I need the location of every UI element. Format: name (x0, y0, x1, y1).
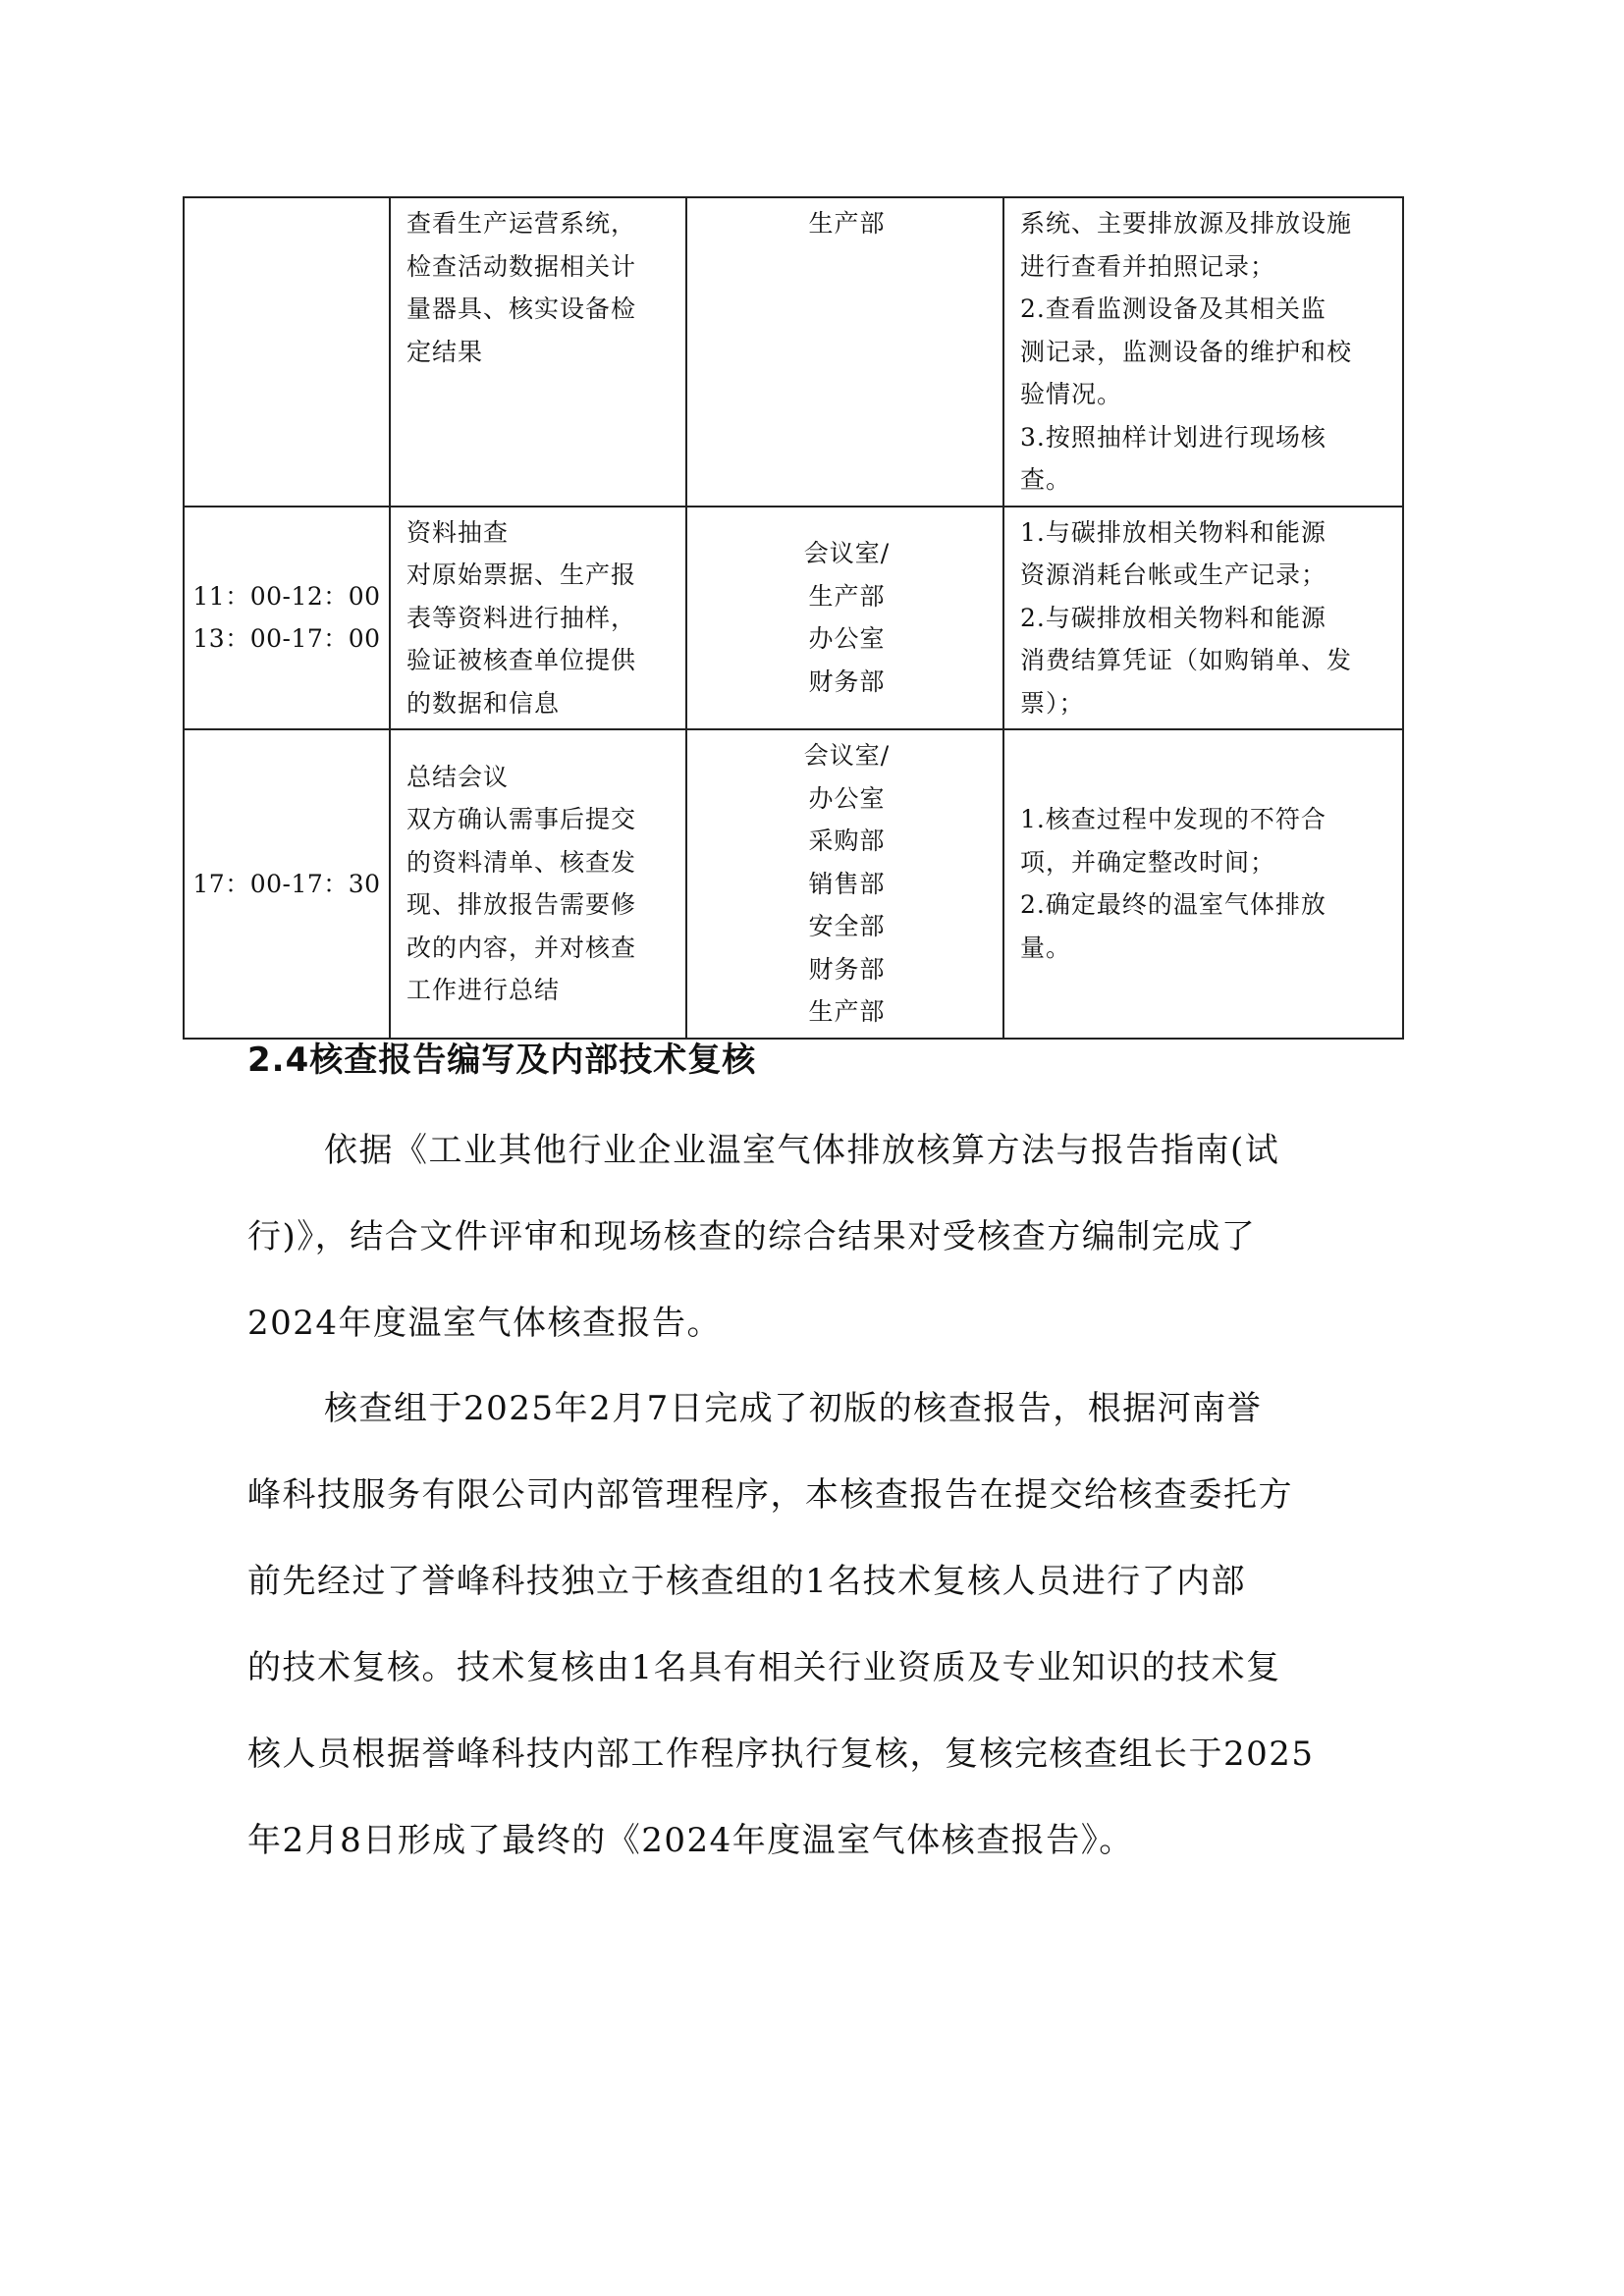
cell-line: 对原始票据、生产报 (406, 561, 637, 589)
department-cell (686, 507, 1003, 730)
cell-line: 工作进行总结 (406, 976, 561, 1005)
cell-line: 表等资料进行抽样， (406, 603, 637, 632)
cell-line: 2.查看监测设备及其相关监 (1020, 294, 1326, 323)
cell-line: 销售部 (808, 869, 886, 898)
cell-line: 的资料清单、核查发 (406, 847, 637, 877)
content-cell (1003, 197, 1403, 507)
time-cell (184, 507, 390, 730)
cell-line: 查看生产运营系统， (406, 209, 637, 238)
cell-line: 票）； (1020, 688, 1085, 718)
cell-line: 项，并确定整改时间； (1020, 847, 1276, 877)
cell-line: 资料抽查 (406, 517, 510, 547)
department-cell (686, 729, 1003, 1039)
cell-line: 1.核查过程中发现的不符合 (1020, 805, 1326, 834)
cell-line: 验情况。 (1020, 380, 1123, 408)
cell-line: 检查活动数据相关计 (406, 251, 637, 281)
paragraph-line: 前先经过了誉峰科技独立于核查组的1名技术复核人员进行了内部 (247, 1562, 1247, 1601)
table-row (184, 507, 1403, 730)
cell-line: 会议室/ (803, 539, 891, 568)
cell-line: 会议室/ (803, 741, 891, 770)
cell-line: 2.与碳排放相关物料和能源 (1020, 603, 1326, 632)
cell-line: 办公室 (808, 624, 886, 654)
cell-line: 采购部 (808, 827, 886, 855)
cell-line: 量器具、核实设备检 (406, 294, 637, 323)
section-heading: 2.4核查报告编写及内部技术复核 (247, 1041, 757, 1080)
cell-line: 量。 (1020, 933, 1072, 962)
body-paragraph (247, 1107, 1386, 1366)
cell-line: 财务部 (808, 667, 886, 696)
cell-line: 定结果 (406, 337, 484, 366)
time-cell (184, 197, 390, 507)
activity-cell (390, 729, 686, 1039)
cell-line: 测记录，监测设备的维护和校 (1020, 337, 1353, 366)
cell-line: 生产部 (808, 581, 886, 611)
cell-line: 总结会议 (406, 762, 510, 791)
cell-line: 消费结算凭证（如购销单、发 (1020, 646, 1353, 674)
table-row (184, 729, 1403, 1039)
cell-line: 的数据和信息 (406, 688, 561, 718)
time-cell (184, 729, 390, 1039)
cell-line: 2.确定最终的温室气体排放 (1020, 890, 1326, 920)
cell-line: 17：00-17：30 (192, 869, 381, 898)
cell-line: 安全部 (808, 912, 886, 940)
paragraph-line: 依据《工业其他行业企业温室气体排放核算方法与报告指南(试 (324, 1131, 1280, 1170)
cell-line: 双方确认需事后提交 (406, 805, 637, 834)
cell-line: 3.按照抽样计划进行现场核 (1020, 422, 1326, 452)
paragraph-line: 核查组于2025年2月7日完成了初版的核查报告，根据河南誉 (324, 1389, 1263, 1428)
cell-line: 改的内容，并对核查 (406, 933, 637, 962)
paragraph-line: 行)》，结合文件评审和现场核查的综合结果对受核查方编制完成了 (247, 1217, 1257, 1256)
cell-line: 进行查看并拍照记录； (1020, 251, 1276, 281)
cell-line: 系统、主要排放源及排放设施 (1020, 209, 1353, 238)
table-row (184, 197, 1403, 507)
cell-line: 验证被核查单位提供 (406, 646, 637, 674)
content-cell (1003, 507, 1403, 730)
activity-cell (390, 507, 686, 730)
cell-line: 现、排放报告需要修 (406, 890, 637, 920)
paragraph-line: 2024年度温室气体核查报告。 (247, 1304, 723, 1343)
body-paragraph (247, 1365, 1386, 1884)
verification-schedule-table (183, 196, 1404, 1040)
cell-line: 生产部 (808, 209, 886, 238)
cell-line: 资源消耗台帐或生产记录； (1020, 561, 1327, 589)
cell-line: 13：00-17：00 (192, 624, 381, 654)
cell-line: 生产部 (808, 997, 886, 1026)
content-cell (1003, 729, 1403, 1039)
cell-line: 财务部 (808, 954, 886, 984)
department-cell (686, 197, 1003, 507)
paragraph-line: 峰科技服务有限公司内部管理程序，本核查报告在提交给核查委托方 (247, 1475, 1293, 1515)
cell-line: 11：00-12：00 (192, 581, 381, 611)
cell-line: 查。 (1020, 465, 1072, 494)
cell-line: 1.与碳排放相关物料和能源 (1020, 517, 1326, 547)
paragraph-line: 核人员根据誉峰科技内部工作程序执行复核，复核完核查组长于2025 (247, 1735, 1315, 1774)
cell-line: 办公室 (808, 783, 886, 813)
paragraph-line: 的技术复核。技术复核由1名具有相关行业资质及专业知识的技术复 (247, 1648, 1281, 1687)
activity-cell (390, 197, 686, 507)
paragraph-line: 年2月8日形成了最终的《2024年度温室气体核查报告》。 (247, 1821, 1134, 1860)
